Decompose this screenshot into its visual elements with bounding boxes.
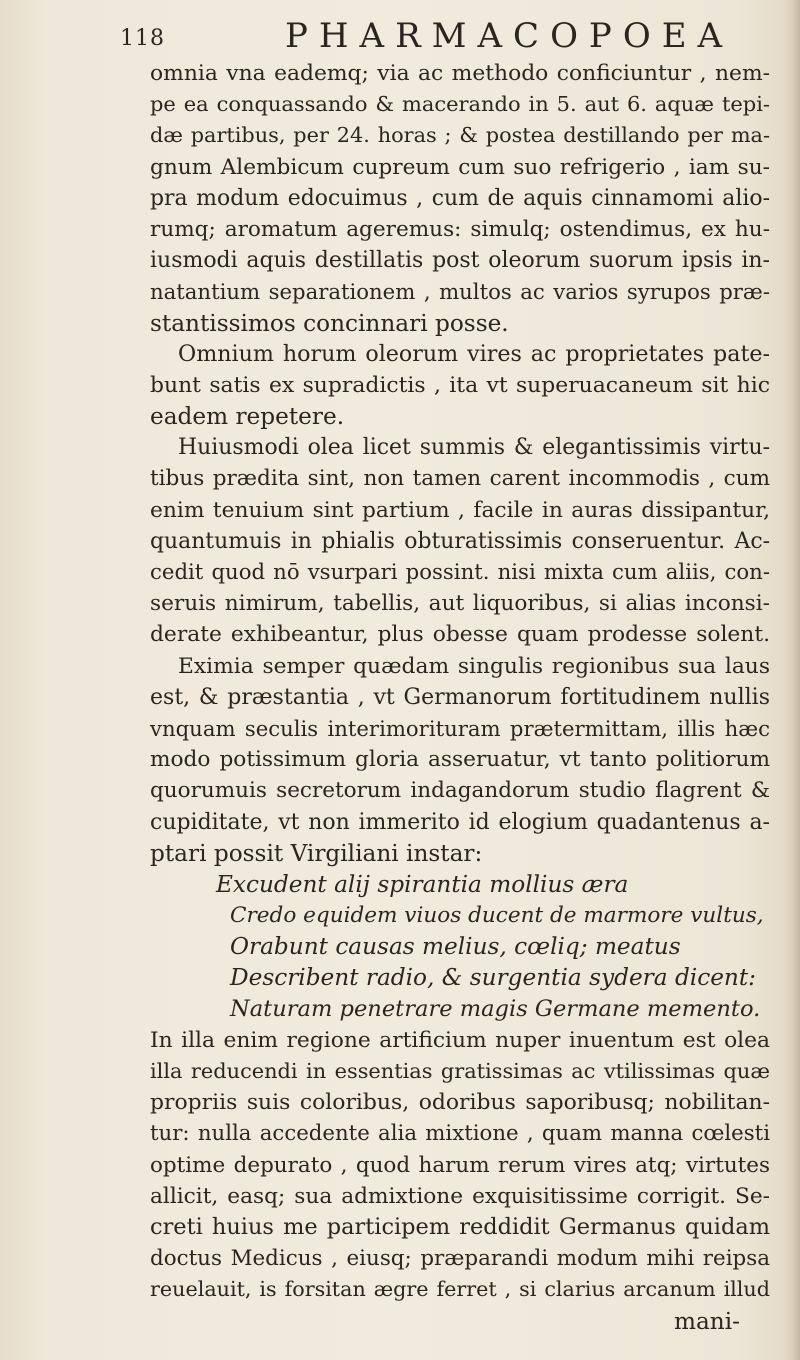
text-line: Omnium horum oleorum vires ac proprietates pate-	[178, 340, 770, 367]
text-line: bunt satis ex supradictis , ita vt superuacaneum sit hic	[150, 372, 770, 398]
text-line: doctus Medicus , eiusq; præparandi modum mihi reipsa	[150, 1246, 770, 1272]
catchword: mani-	[674, 1307, 740, 1335]
text-line: Huiusmodi olea licet summis & elegantissimis virtu-	[178, 435, 770, 461]
verse-line: Naturam penetrare magis Germane memento.	[230, 995, 761, 1022]
text-line: reuelauit, is forsitan ægre ferret , si clarius arcanum illud	[150, 1277, 770, 1302]
text-line: modo potissimum gloria asseruatur, vt tanto politiorum	[150, 747, 770, 773]
text-line: In illa enim regione artificium nuper inuentum est olea	[150, 1027, 770, 1053]
text-line: dæ partibus, per 24. horas ; & postea destillando per ma-	[150, 123, 770, 148]
text-line: pra modum edocuimus , cum de aquis cinnamomi alio-	[150, 185, 770, 211]
text-line: propriis suis coloribus, odoribus saporibusq; nobilitan-	[150, 1090, 770, 1116]
page-number: 118	[120, 26, 165, 51]
text-line: ptari possit Virgiliani instar:	[150, 839, 483, 867]
text-line: natantium separationem , multos ac varios syrupos præ-	[150, 279, 770, 305]
text-line: quantumuis in phialis obturatissimis conseruentur. Ac-	[150, 528, 770, 554]
text-line: gnum Alembicum cupreum cum suo refrigerio , iam su-	[150, 154, 770, 180]
text-line: seruis nimirum, tabellis, aut liquoribus, si alias inconsi-	[150, 591, 770, 617]
text-line: tur: nulla accedente alia mixtione , quam manna cœlesti	[150, 1121, 770, 1147]
text-line: vnquam seculis interimorituram prætermittam, illis hæc	[150, 715, 770, 741]
text-line: allicit, easq; sua admixtione exquisitissime corrigit. Se-	[150, 1183, 770, 1209]
verse-line: Excudent alij spirantia mollius æra	[216, 870, 629, 898]
text-line: quorumuis secretorum indagandorum studio flagrent &	[150, 778, 770, 804]
text-line: creti huius me participem reddidit Germanus quidam	[150, 1213, 770, 1240]
text-line: tibus prædita sint, non tamen carent incommodis , cum	[150, 466, 770, 492]
text-line: rumq; aromatum ageremus: simulq; ostendimus, ex hu-	[150, 216, 770, 242]
text-line: est, & præstantia , vt Germanorum fortitudinem nullis	[150, 684, 770, 710]
page-edge-shadow	[782, 0, 800, 1360]
page-header	[120, 16, 734, 56]
verse-line: Describent radio, & surgentia sydera dicent:	[230, 964, 756, 992]
text-line: omnia vna eademq; via ac methodo conficiuntur , nem-	[150, 61, 770, 86]
text-line: illa reducendi in essentias gratissimas ac vtilissimas quæ	[150, 1059, 770, 1083]
verse-line: Orabunt causas melius, cœliq; meatus	[230, 933, 681, 961]
text-line: Eximia semper quædam singulis regionibus sua laus	[178, 653, 770, 679]
verse-line: Credo equidem viuos ducent de marmore vultus,	[230, 903, 764, 929]
text-line: eadem repetere.	[150, 403, 345, 431]
text-line: iusmodi aquis destillatis post oleorum suorum ipsis in-	[150, 248, 770, 274]
text-line: derate exhibeantur, plus obesse quam prodesse solent.	[150, 622, 770, 648]
text-line: cupiditate, vt non immerito id elogium quadantenus a-	[150, 809, 770, 835]
running-title: PHARMACOPOEA	[285, 16, 734, 56]
text-line: pe ea conquassando & macerando in 5. aut 6. aquæ tepi-	[150, 92, 770, 117]
text-line: cedit quod nō vsurpari possint. nisi mixta cum aliis, con-	[150, 560, 770, 585]
text-line: enim tenuium sint partium , facile in auras dissipantur,	[150, 497, 770, 523]
text-line: stantissimos concinnari posse.	[150, 309, 509, 337]
text-line: optime depurato , quod harum rerum vires atq; virtutes	[150, 1152, 770, 1178]
body-text	[150, 58, 770, 1337]
